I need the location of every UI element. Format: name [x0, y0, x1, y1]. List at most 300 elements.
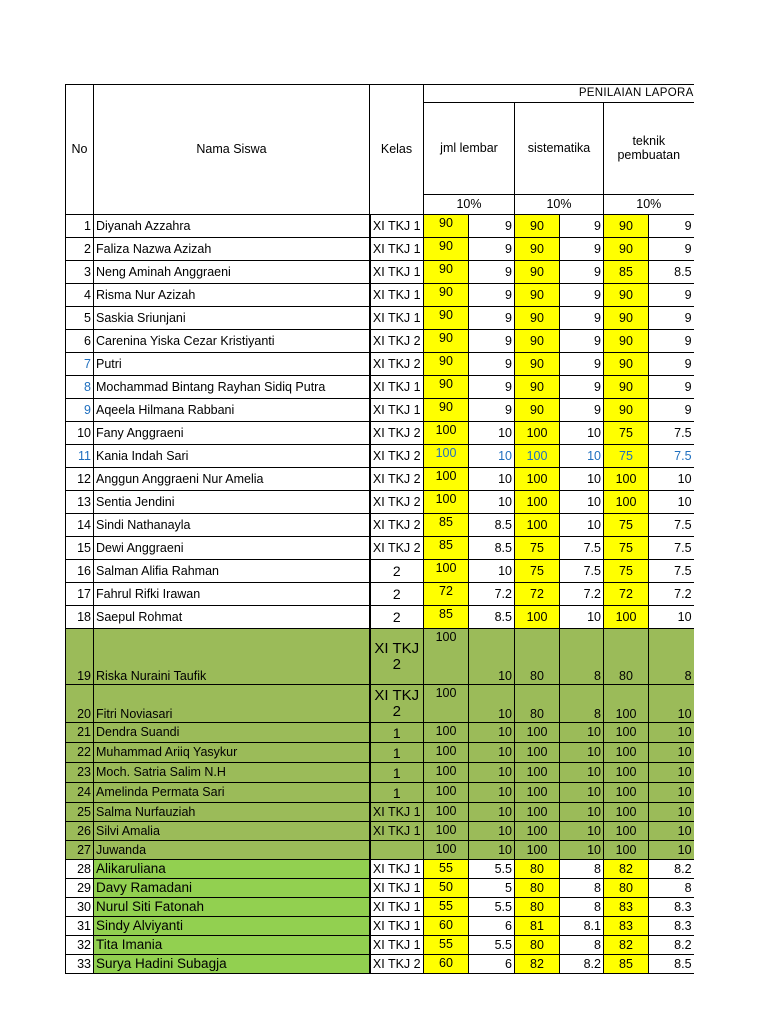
cell-teknik-value[interactable]: 10 [649, 822, 694, 841]
cell-sistematika-score[interactable]: 100 [515, 445, 560, 468]
cell-no[interactable]: 8 [66, 376, 94, 399]
cell-jml-lembar-value[interactable]: 5.5 [469, 860, 515, 879]
cell-kelas[interactable]: XI TKJ 1 [370, 879, 424, 898]
cell-no[interactable]: 13 [66, 491, 94, 514]
cell-jml-lembar-value[interactable]: 10 [469, 763, 515, 783]
cell-teknik-value[interactable]: 8.2 [649, 936, 694, 955]
cell-jml-lembar-value[interactable]: 6 [469, 917, 515, 936]
cell-teknik-score[interactable]: 100 [604, 803, 649, 822]
cell-sistematika-value[interactable]: 8.2 [560, 955, 604, 974]
cell-kelas[interactable]: XI TKJ 1 [370, 376, 424, 399]
header-nama[interactable]: Nama Siswa [94, 85, 370, 215]
cell-jml-lembar-value[interactable]: 9 [469, 307, 515, 330]
cell-sistematika-value[interactable]: 7.2 [560, 583, 604, 606]
cell-teknik-value[interactable]: 9 [649, 399, 694, 422]
cell-teknik-score[interactable]: 80 [604, 629, 649, 685]
cell-teknik-score[interactable]: 75 [604, 537, 649, 560]
cell-jml-lembar-score[interactable]: 100 [424, 491, 469, 514]
cell-no[interactable]: 26 [66, 822, 94, 841]
cell-sistematika-score[interactable]: 100 [515, 491, 560, 514]
cell-jml-lembar-value[interactable]: 9 [469, 330, 515, 353]
cell-no[interactable]: 17 [66, 583, 94, 606]
cell-kelas[interactable]: XI TKJ 2 [370, 468, 424, 491]
cell-teknik-value[interactable]: 8.2 [649, 860, 694, 879]
cell-sistematika-value[interactable]: 10 [560, 743, 604, 763]
cell-name[interactable]: Sentia Jendini [94, 491, 370, 514]
cell-sistematika-score[interactable]: 90 [515, 284, 560, 307]
cell-jml-lembar-value[interactable]: 10 [469, 629, 515, 685]
cell-jml-lembar-value[interactable]: 8.5 [469, 514, 515, 537]
cell-sistematika-value[interactable]: 10 [560, 841, 604, 860]
cell-jml-lembar-value[interactable]: 5 [469, 879, 515, 898]
header-teknik-pembuatan[interactable] [604, 103, 694, 195]
cell-sistematika-score[interactable]: 90 [515, 215, 560, 238]
cell-name[interactable]: Kania Indah Sari [94, 445, 370, 468]
cell-name[interactable]: Amelinda Permata Sari [94, 783, 370, 803]
cell-name[interactable]: Diyanah Azzahra [94, 215, 370, 238]
cell-name[interactable]: Dendra Suandi [94, 723, 370, 743]
cell-jml-lembar-score[interactable]: 90 [424, 307, 469, 330]
cell-jml-lembar-value[interactable]: 10 [469, 841, 515, 860]
cell-sistematika-value[interactable]: 8 [560, 936, 604, 955]
cell-name[interactable]: Silvi Amalia [94, 822, 370, 841]
cell-teknik-value[interactable]: 7.5 [649, 445, 694, 468]
cell-teknik-value[interactable]: 9 [649, 238, 694, 261]
cell-sistematika-value[interactable]: 8.1 [560, 917, 604, 936]
cell-sistematika-score[interactable]: 75 [515, 560, 560, 583]
cell-teknik-value[interactable]: 10 [649, 491, 694, 514]
cell-sistematika-score[interactable]: 90 [515, 353, 560, 376]
cell-sistematika-score[interactable]: 75 [515, 537, 560, 560]
cell-name[interactable]: Dewi Anggraeni [94, 537, 370, 560]
cell-jml-lembar-score[interactable]: 90 [424, 238, 469, 261]
cell-jml-lembar-value[interactable]: 9 [469, 261, 515, 284]
cell-sistematika-score[interactable]: 72 [515, 583, 560, 606]
cell-no[interactable]: 7 [66, 353, 94, 376]
cell-teknik-score[interactable]: 100 [604, 783, 649, 803]
cell-no[interactable]: 10 [66, 422, 94, 445]
cell-teknik-value[interactable]: 7.5 [649, 537, 694, 560]
cell-sistematika-value[interactable]: 8 [560, 629, 604, 685]
cell-kelas[interactable]: XI TKJ 2 [370, 955, 424, 974]
cell-sistematika-value[interactable]: 9 [560, 376, 604, 399]
cell-teknik-score[interactable]: 100 [604, 743, 649, 763]
cell-name[interactable]: Fitri Noviasari [94, 685, 370, 723]
cell-jml-lembar-score[interactable]: 100 [424, 560, 469, 583]
cell-teknik-value[interactable]: 8.5 [649, 261, 694, 284]
cell-teknik-value[interactable]: 7.5 [649, 422, 694, 445]
cell-jml-lembar-value[interactable]: 9 [469, 215, 515, 238]
cell-name[interactable]: Faliza Nazwa Azizah [94, 238, 370, 261]
cell-jml-lembar-score[interactable]: 85 [424, 606, 469, 629]
cell-sistematika-value[interactable]: 10 [560, 445, 604, 468]
cell-jml-lembar-score[interactable]: 100 [424, 763, 469, 783]
cell-teknik-score[interactable]: 100 [604, 606, 649, 629]
cell-kelas[interactable]: XI TKJ 1 [370, 238, 424, 261]
cell-kelas[interactable]: XI TKJ 2 [370, 445, 424, 468]
cell-teknik-score[interactable]: 100 [604, 491, 649, 514]
cell-jml-lembar-value[interactable]: 5.5 [469, 936, 515, 955]
cell-jml-lembar-score[interactable]: 100 [424, 803, 469, 822]
header-no[interactable]: No [66, 85, 94, 215]
weight-teknik[interactable]: 10% [604, 195, 694, 215]
cell-no[interactable]: 11 [66, 445, 94, 468]
cell-jml-lembar-value[interactable]: 5.5 [469, 898, 515, 917]
cell-kelas[interactable]: XI TKJ 1 [370, 803, 424, 822]
cell-sistematika-score[interactable]: 80 [515, 898, 560, 917]
cell-kelas[interactable]: XI TKJ 1 [370, 284, 424, 307]
cell-name[interactable]: Sindi Nathanayla [94, 514, 370, 537]
cell-no[interactable]: 23 [66, 763, 94, 783]
cell-teknik-score[interactable]: 90 [604, 307, 649, 330]
cell-jml-lembar-value[interactable]: 7.2 [469, 583, 515, 606]
cell-no[interactable]: 27 [66, 841, 94, 860]
cell-teknik-value[interactable]: 8.3 [649, 898, 694, 917]
cell-teknik-score[interactable]: 85 [604, 261, 649, 284]
cell-sistematika-score[interactable]: 80 [515, 685, 560, 723]
cell-no[interactable]: 15 [66, 537, 94, 560]
cell-jml-lembar-value[interactable]: 6 [469, 955, 515, 974]
cell-jml-lembar-value[interactable]: 10 [469, 468, 515, 491]
cell-sistematika-value[interactable]: 10 [560, 723, 604, 743]
cell-kelas[interactable]: 1 [370, 763, 424, 783]
cell-teknik-score[interactable]: 72 [604, 583, 649, 606]
cell-no[interactable]: 30 [66, 898, 94, 917]
cell-name[interactable]: Carenina Yiska Cezar Kristiyanti [94, 330, 370, 353]
cell-kelas[interactable]: XI TKJ 2 [370, 537, 424, 560]
cell-kelas[interactable]: XI TKJ 1 [370, 822, 424, 841]
cell-teknik-value[interactable]: 8 [649, 879, 694, 898]
cell-name[interactable]: Salman Alifia Rahman [94, 560, 370, 583]
cell-teknik-value[interactable]: 10 [649, 841, 694, 860]
cell-teknik-score[interactable]: 90 [604, 399, 649, 422]
cell-no[interactable]: 24 [66, 783, 94, 803]
cell-name[interactable]: Fany Anggraeni [94, 422, 370, 445]
cell-no[interactable]: 4 [66, 284, 94, 307]
cell-jml-lembar-value[interactable]: 10 [469, 445, 515, 468]
cell-teknik-value[interactable]: 10 [649, 763, 694, 783]
cell-teknik-value[interactable]: 10 [649, 723, 694, 743]
cell-no[interactable]: 29 [66, 879, 94, 898]
cell-teknik-value[interactable]: 9 [649, 284, 694, 307]
cell-name[interactable]: Riska Nuraini Taufik [94, 629, 370, 685]
cell-kelas[interactable]: 2 [370, 606, 424, 629]
cell-kelas[interactable]: XI TKJ 1 [370, 261, 424, 284]
cell-kelas[interactable]: 1 [370, 723, 424, 743]
cell-kelas[interactable]: 1 [370, 743, 424, 763]
cell-no[interactable]: 16 [66, 560, 94, 583]
cell-teknik-score[interactable]: 100 [604, 468, 649, 491]
cell-sistematika-value[interactable]: 9 [560, 238, 604, 261]
cell-jml-lembar-score[interactable]: 55 [424, 860, 469, 879]
cell-sistematika-value[interactable]: 8 [560, 860, 604, 879]
cell-kelas[interactable] [370, 841, 424, 860]
cell-sistematika-value[interactable]: 8 [560, 898, 604, 917]
cell-teknik-value[interactable]: 9 [649, 215, 694, 238]
cell-jml-lembar-score[interactable]: 85 [424, 537, 469, 560]
cell-kelas[interactable] [370, 685, 424, 723]
cell-sistematika-score[interactable]: 100 [515, 783, 560, 803]
cell-sistematika-score[interactable]: 100 [515, 422, 560, 445]
cell-jml-lembar-score[interactable]: 55 [424, 936, 469, 955]
cell-name[interactable]: Mochammad Bintang Rayhan Sidiq Putra [94, 376, 370, 399]
cell-jml-lembar-score[interactable]: 55 [424, 898, 469, 917]
cell-teknik-score[interactable]: 90 [604, 353, 649, 376]
cell-kelas[interactable]: 2 [370, 560, 424, 583]
header-jml-lembar[interactable]: jml lembar [424, 103, 515, 195]
cell-teknik-value[interactable]: 10 [649, 606, 694, 629]
cell-sistematika-score[interactable]: 100 [515, 743, 560, 763]
cell-name[interactable]: Anggun Anggraeni Nur Amelia [94, 468, 370, 491]
cell-sistematika-value[interactable]: 8 [560, 685, 604, 723]
cell-kelas[interactable]: XI TKJ 2 [370, 491, 424, 514]
cell-name[interactable]: Surya Hadini Subagja [94, 955, 370, 974]
cell-teknik-score[interactable]: 100 [604, 841, 649, 860]
cell-teknik-score[interactable]: 83 [604, 898, 649, 917]
cell-jml-lembar-score[interactable]: 100 [424, 468, 469, 491]
cell-sistematika-value[interactable]: 10 [560, 803, 604, 822]
cell-sistematika-score[interactable]: 90 [515, 399, 560, 422]
cell-jml-lembar-score[interactable]: 100 [424, 723, 469, 743]
cell-no[interactable]: 3 [66, 261, 94, 284]
cell-kelas[interactable]: 2 [370, 583, 424, 606]
cell-sistematika-score[interactable]: 100 [515, 822, 560, 841]
cell-jml-lembar-score[interactable]: 90 [424, 215, 469, 238]
cell-jml-lembar-value[interactable]: 8.5 [469, 606, 515, 629]
cell-name[interactable]: Aqeela Hilmana Rabbani [94, 399, 370, 422]
cell-jml-lembar-score[interactable]: 100 [424, 841, 469, 860]
cell-sistematika-value[interactable]: 9 [560, 399, 604, 422]
cell-sistematika-value[interactable]: 10 [560, 468, 604, 491]
cell-sistematika-score[interactable]: 100 [515, 514, 560, 537]
cell-jml-lembar-score[interactable]: 100 [424, 629, 469, 685]
cell-jml-lembar-score[interactable]: 90 [424, 399, 469, 422]
cell-sistematika-value[interactable]: 7.5 [560, 537, 604, 560]
cell-teknik-value[interactable]: 7.5 [649, 514, 694, 537]
cell-teknik-value[interactable]: 9 [649, 307, 694, 330]
cell-jml-lembar-value[interactable]: 10 [469, 422, 515, 445]
cell-name[interactable]: Tita Imania [94, 936, 370, 955]
cell-teknik-value[interactable]: 8.5 [649, 955, 694, 974]
cell-name[interactable]: Davy Ramadani [94, 879, 370, 898]
cell-sistematika-value[interactable]: 9 [560, 284, 604, 307]
cell-sistematika-score[interactable]: 80 [515, 629, 560, 685]
cell-sistematika-value[interactable]: 10 [560, 763, 604, 783]
cell-no[interactable]: 21 [66, 723, 94, 743]
cell-teknik-score[interactable]: 90 [604, 284, 649, 307]
cell-name[interactable]: Salma Nurfauziah [94, 803, 370, 822]
cell-kelas[interactable] [370, 629, 424, 685]
cell-teknik-value[interactable]: 7.2 [649, 583, 694, 606]
cell-kelas[interactable]: XI TKJ 1 [370, 307, 424, 330]
cell-sistematika-value[interactable]: 10 [560, 422, 604, 445]
cell-sistematika-value[interactable]: 9 [560, 261, 604, 284]
cell-jml-lembar-score[interactable]: 85 [424, 514, 469, 537]
cell-sistematika-value[interactable]: 9 [560, 215, 604, 238]
cell-teknik-value[interactable]: 10 [649, 743, 694, 763]
cell-sistematika-score[interactable]: 100 [515, 803, 560, 822]
cell-name[interactable]: Saepul Rohmat [94, 606, 370, 629]
cell-jml-lembar-value[interactable]: 10 [469, 491, 515, 514]
cell-jml-lembar-score[interactable]: 90 [424, 261, 469, 284]
cell-sistematika-score[interactable]: 80 [515, 860, 560, 879]
cell-jml-lembar-score[interactable]: 100 [424, 685, 469, 723]
cell-sistematika-score[interactable]: 90 [515, 330, 560, 353]
cell-teknik-score[interactable]: 83 [604, 917, 649, 936]
cell-kelas[interactable]: XI TKJ 1 [370, 399, 424, 422]
cell-teknik-score[interactable]: 90 [604, 215, 649, 238]
cell-teknik-value[interactable]: 10 [649, 685, 694, 723]
cell-name[interactable]: Fahrul Rifki Irawan [94, 583, 370, 606]
cell-jml-lembar-score[interactable]: 90 [424, 376, 469, 399]
header-kelas[interactable]: Kelas [370, 85, 424, 215]
cell-jml-lembar-score[interactable]: 100 [424, 783, 469, 803]
cell-teknik-score[interactable]: 80 [604, 879, 649, 898]
cell-teknik-score[interactable]: 82 [604, 860, 649, 879]
cell-jml-lembar-value[interactable]: 9 [469, 399, 515, 422]
cell-teknik-value[interactable]: 10 [649, 783, 694, 803]
cell-teknik-value[interactable]: 9 [649, 353, 694, 376]
header-title[interactable]: PENILAIAN LAPORA [424, 85, 694, 103]
cell-no[interactable]: 9 [66, 399, 94, 422]
cell-kelas[interactable]: XI TKJ 1 [370, 936, 424, 955]
cell-teknik-score[interactable]: 85 [604, 955, 649, 974]
weight-jml-lembar[interactable]: 10% [424, 195, 515, 215]
cell-jml-lembar-score[interactable]: 100 [424, 822, 469, 841]
cell-sistematika-score[interactable]: 80 [515, 879, 560, 898]
cell-jml-lembar-score[interactable]: 100 [424, 445, 469, 468]
cell-teknik-score[interactable]: 75 [604, 560, 649, 583]
cell-name[interactable]: Nurul Siti Fatonah [94, 898, 370, 917]
cell-no[interactable]: 2 [66, 238, 94, 261]
cell-teknik-score[interactable]: 100 [604, 763, 649, 783]
cell-name[interactable]: Muhammad Ariiq Yasykur [94, 743, 370, 763]
cell-kelas[interactable]: XI TKJ 2 [370, 422, 424, 445]
cell-name[interactable]: Putri [94, 353, 370, 376]
cell-no[interactable]: 19 [66, 629, 94, 685]
cell-name[interactable]: Moch. Satria Salim N.H [94, 763, 370, 783]
cell-jml-lembar-value[interactable]: 10 [469, 743, 515, 763]
cell-jml-lembar-value[interactable]: 8.5 [469, 537, 515, 560]
cell-no[interactable]: 33 [66, 955, 94, 974]
cell-sistematika-score[interactable]: 90 [515, 261, 560, 284]
cell-jml-lembar-value[interactable]: 9 [469, 353, 515, 376]
cell-sistematika-value[interactable]: 10 [560, 491, 604, 514]
cell-kelas[interactable]: XI TKJ 2 [370, 353, 424, 376]
cell-no[interactable]: 6 [66, 330, 94, 353]
cell-sistematika-value[interactable]: 8 [560, 879, 604, 898]
cell-name[interactable]: Risma Nur Azizah [94, 284, 370, 307]
cell-jml-lembar-score[interactable]: 90 [424, 284, 469, 307]
cell-kelas[interactable]: XI TKJ 2 [370, 330, 424, 353]
cell-kelas[interactable]: XI TKJ 1 [370, 898, 424, 917]
cell-no[interactable]: 32 [66, 936, 94, 955]
cell-sistematika-value[interactable]: 9 [560, 330, 604, 353]
cell-teknik-value[interactable]: 9 [649, 330, 694, 353]
cell-teknik-value[interactable]: 7.5 [649, 560, 694, 583]
cell-jml-lembar-value[interactable]: 10 [469, 822, 515, 841]
cell-teknik-score[interactable]: 100 [604, 822, 649, 841]
cell-sistematika-score[interactable]: 90 [515, 307, 560, 330]
cell-teknik-score[interactable]: 100 [604, 723, 649, 743]
cell-jml-lembar-score[interactable]: 72 [424, 583, 469, 606]
cell-no[interactable]: 20 [66, 685, 94, 723]
cell-jml-lembar-value[interactable]: 10 [469, 803, 515, 822]
cell-teknik-value[interactable]: 10 [649, 468, 694, 491]
cell-teknik-score[interactable]: 75 [604, 445, 649, 468]
cell-no[interactable]: 22 [66, 743, 94, 763]
cell-sistematika-value[interactable]: 10 [560, 822, 604, 841]
cell-sistematika-score[interactable]: 100 [515, 763, 560, 783]
cell-jml-lembar-value[interactable]: 9 [469, 284, 515, 307]
cell-no[interactable]: 14 [66, 514, 94, 537]
cell-name[interactable]: Neng Aminah Anggraeni [94, 261, 370, 284]
cell-jml-lembar-score[interactable]: 100 [424, 422, 469, 445]
cell-no[interactable]: 1 [66, 215, 94, 238]
cell-sistematika-value[interactable]: 10 [560, 514, 604, 537]
cell-sistematika-value[interactable]: 10 [560, 606, 604, 629]
cell-name[interactable]: Juwanda [94, 841, 370, 860]
cell-jml-lembar-score[interactable]: 60 [424, 955, 469, 974]
cell-jml-lembar-value[interactable]: 9 [469, 238, 515, 261]
cell-teknik-score[interactable]: 75 [604, 422, 649, 445]
cell-sistematika-score[interactable]: 80 [515, 936, 560, 955]
cell-jml-lembar-score[interactable]: 60 [424, 917, 469, 936]
cell-teknik-value[interactable]: 9 [649, 376, 694, 399]
cell-teknik-score[interactable]: 75 [604, 514, 649, 537]
cell-jml-lembar-value[interactable]: 9 [469, 376, 515, 399]
cell-sistematika-score[interactable]: 82 [515, 955, 560, 974]
cell-jml-lembar-value[interactable]: 10 [469, 685, 515, 723]
cell-sistematika-score[interactable]: 100 [515, 723, 560, 743]
cell-jml-lembar-score[interactable]: 90 [424, 353, 469, 376]
cell-sistematika-value[interactable]: 10 [560, 783, 604, 803]
cell-kelas[interactable]: XI TKJ 1 [370, 215, 424, 238]
cell-jml-lembar-value[interactable]: 10 [469, 783, 515, 803]
weight-sistematika[interactable]: 10% [515, 195, 604, 215]
cell-kelas[interactable]: XI TKJ 1 [370, 860, 424, 879]
cell-sistematika-score[interactable]: 90 [515, 238, 560, 261]
cell-sistematika-value[interactable]: 9 [560, 307, 604, 330]
cell-teknik-score[interactable]: 100 [604, 685, 649, 723]
cell-name[interactable]: Saskia Sriunjani [94, 307, 370, 330]
cell-sistematika-score[interactable]: 100 [515, 468, 560, 491]
cell-sistematika-value[interactable]: 7.5 [560, 560, 604, 583]
cell-no[interactable]: 12 [66, 468, 94, 491]
cell-no[interactable]: 25 [66, 803, 94, 822]
cell-teknik-value[interactable]: 8.3 [649, 917, 694, 936]
cell-no[interactable]: 5 [66, 307, 94, 330]
cell-name[interactable]: Alikaruliana [94, 860, 370, 879]
cell-jml-lembar-score[interactable]: 90 [424, 330, 469, 353]
cell-no[interactable]: 28 [66, 860, 94, 879]
cell-jml-lembar-score[interactable]: 50 [424, 879, 469, 898]
cell-jml-lembar-score[interactable]: 100 [424, 743, 469, 763]
cell-teknik-value[interactable]: 8 [649, 629, 694, 685]
cell-no[interactable]: 18 [66, 606, 94, 629]
cell-sistematika-score[interactable]: 100 [515, 606, 560, 629]
cell-kelas[interactable]: 1 [370, 783, 424, 803]
cell-no[interactable]: 31 [66, 917, 94, 936]
cell-teknik-value[interactable]: 10 [649, 803, 694, 822]
cell-kelas[interactable]: XI TKJ 1 [370, 917, 424, 936]
cell-jml-lembar-value[interactable]: 10 [469, 560, 515, 583]
cell-sistematika-value[interactable]: 9 [560, 353, 604, 376]
cell-kelas[interactable]: XI TKJ 2 [370, 514, 424, 537]
cell-teknik-score[interactable]: 90 [604, 238, 649, 261]
cell-teknik-score[interactable]: 90 [604, 330, 649, 353]
cell-sistematika-score[interactable]: 100 [515, 841, 560, 860]
